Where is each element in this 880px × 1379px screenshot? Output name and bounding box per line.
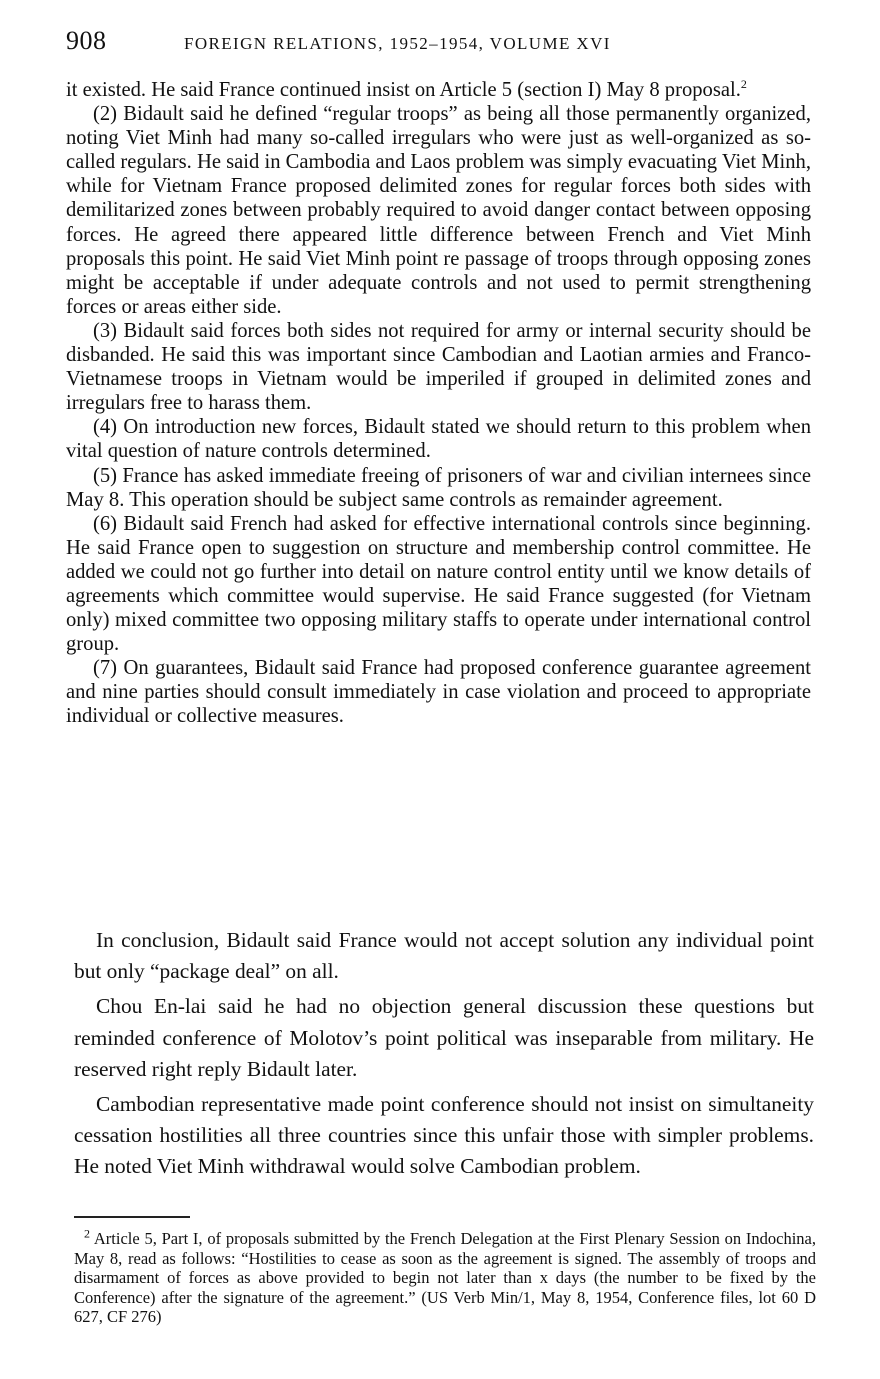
point-3-paragraph: (3) Bidault said forces both sides not required for army or internal security should be disbanded. He said this was important since Cambodian and Laotian armies and Franco-Vietnamese troops in Vietnam would be imperiled if grouped in delimited zones and irregulars free to harass them.: [66, 319, 811, 415]
point-2-paragraph: (2) Bidault said he defined “regular troops” as being all those permanently organized, noting Viet Minh had many so-called irregulars who were just as well-organized as so-called regulars. He said in Cambodia and Laos problem was simply evacuating Viet Minh, while for Vietnam France proposed delimited zones for regular forces both sides with demilitarized zones between probably required to avoid danger contact between opposing forces. He agreed there appeared little difference between French and Viet Minh proposals this point. He said Viet Minh point re passage of troops through opposing zones might be acceptable if under adequate controls and not used to permit strengthening forces or areas either side.: [66, 103, 811, 318]
footnote-marker: 2: [84, 1226, 90, 1241]
footnote-reference: 2: [740, 77, 747, 92]
point-5-paragraph: (5) France has asked immediate freeing of prisoners of war and civilian internees since May 8. This operation should be subject same controls as remainder agreement.: [66, 464, 811, 511]
running-head: [66, 26, 826, 60]
page-number: 908: [66, 26, 107, 55]
cambodian-representative-paragraph: Cambodian representative made point conference should not insist on simultaneity cessation hostilities all three countries since this unfair those with simpler problems. He noted Viet Minh withdrawal would solve Cambodian problem.: [74, 1092, 814, 1179]
main-text: [66, 78, 811, 729]
summary-text: [74, 925, 814, 1187]
chou-en-lai-paragraph: Chou En-lai said he had no objection general discussion these questions but reminded conference of Molotov’s point political was inseparable from military. He reserved right reply Bidault later.: [74, 994, 814, 1081]
footnote: [74, 1226, 816, 1327]
point-4-paragraph: (4) On introduction new forces, Bidault stated we should return to this problem when vital question of nature controls determined.: [66, 416, 811, 463]
continuation-text: it existed. He said France continued insist on Article 5 (section I) May 8 proposal.: [66, 79, 741, 101]
continuation-paragraph: [66, 78, 811, 102]
point-6-paragraph: (6) Bidault said French had asked for effective international controls since beginning. He said France open to suggestion on structure and membership control committee. He added we could not go further into detail on nature control entity until we know details of agreements which committee would supervise. He said France suggested (for Vietnam only) mixed committee two opposing military staffs to operate under international control group.: [66, 512, 811, 656]
conclusion-paragraph: In conclusion, Bidault said France would not accept solution any individual point but only “package deal” on all.: [74, 928, 814, 984]
point-7-paragraph: (7) On guarantees, Bidault said France had proposed conference guarantee agreement and nine parties should consult immediately in case violation and proceed to appropriate individual or collective measures.: [66, 657, 811, 728]
running-title: FOREIGN RELATIONS, 1952–1954, VOLUME XVI: [184, 34, 611, 53]
footnote-divider: [74, 1216, 190, 1218]
footnote-text: Article 5, Part I, of proposals submitted by the French Delegation at the First Plenary Session on Indochina, May 8, read as follows: “Hostilities to cease as soon as the agreement is signed. The assembly of troops and disarmament of forces as above provided to begin not later than x days (the number to be fixed by the Conference) after the signature of the agreement.” (US Verb Min/1, May 8, 1954, Conference files, lot 60 D 627, CF 276): [74, 1229, 816, 1327]
